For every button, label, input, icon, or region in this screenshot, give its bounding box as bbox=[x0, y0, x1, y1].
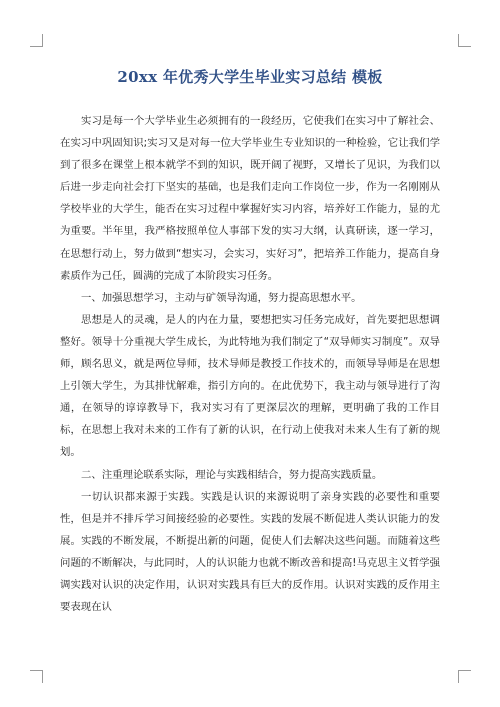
crop-mark-top-right bbox=[458, 34, 471, 47]
crop-mark-bottom-right bbox=[458, 670, 471, 683]
document-title: 20xx 年优秀大学生毕业实习总结 模板 bbox=[117, 68, 383, 86]
crop-mark-bottom-left bbox=[30, 670, 43, 683]
document-body bbox=[60, 110, 440, 618]
crop-mark-top-left bbox=[30, 34, 43, 47]
section-heading-2: 二、注重理论联系实际，理论与实践相结合，努力提高实践质量。 bbox=[81, 468, 383, 481]
paragraph-section-1: 思想是人的灵魂，是人的内在力量，要想把实习任务完成好，首先要把思想调整好。领导十分重视大学生成长，为此特地为我们制定了“双导师实习制度”。双导师，顾名思义，就是两位导师，技术导师是教授工作技术的，而领导导师是在思想上引领大学生，为其排忧解难，指引方向的。在此优势下，我主动与领导进行了沟通，在领导的谆谆教导下，我对实习有了更深层次的理解，更明确了我的工作目标，在思想上我对未来的工作有了新的认识，在行动上使我对未来人生有了新的规划。 bbox=[60, 313, 440, 459]
paragraph-intro: 实习是每一个大学毕业生必须拥有的一段经历，它使我们在实习中了解社会、在实习中巩固知识;实习又是对每一位大学毕业生专业知识的一种检验，它让我们学到了很多在课堂上根本就学不到的知识，既开阔了视野，又增长了见识，为我们以后进一步走向社会打下坚实的基础，也是我们走向工作岗位一步，作为一名刚刚从学校毕业的大学生，能否在实习过程中掌握好实习内容，培养好工作能力，显的尤为重要。半年里，我严格按照单位人事部下发的实习大纲，认真研读，逐一学习，在思想行动上，努力做到“想实习，会实习，实好习”，把培养工作能力，提高自身素质作为己任，圆满的完成了本阶段实习任务。 bbox=[60, 115, 440, 282]
paragraph-section-2: 一切认识都来源于实践。实践是认识的来源说明了亲身实践的必要性和重要性，但是并不排斥学习间接经验的必要性。实践的发展不断促进人类认识能力的发展。实践的不断发展，不断提出新的问题，促使人们去解决这些问题。而随着这些问题的不断解决，与此同时，人的认识能力也就不断改善和提高!马克思主义哲学强调实践对认识的决定作用，认识对实践具有巨大的反作用。认识对实践的反作用主要表现在认 bbox=[60, 490, 440, 614]
section-heading-1: 一、加强思想学习，主动与矿领导沟通，努力提高思想水平。 bbox=[81, 291, 362, 304]
